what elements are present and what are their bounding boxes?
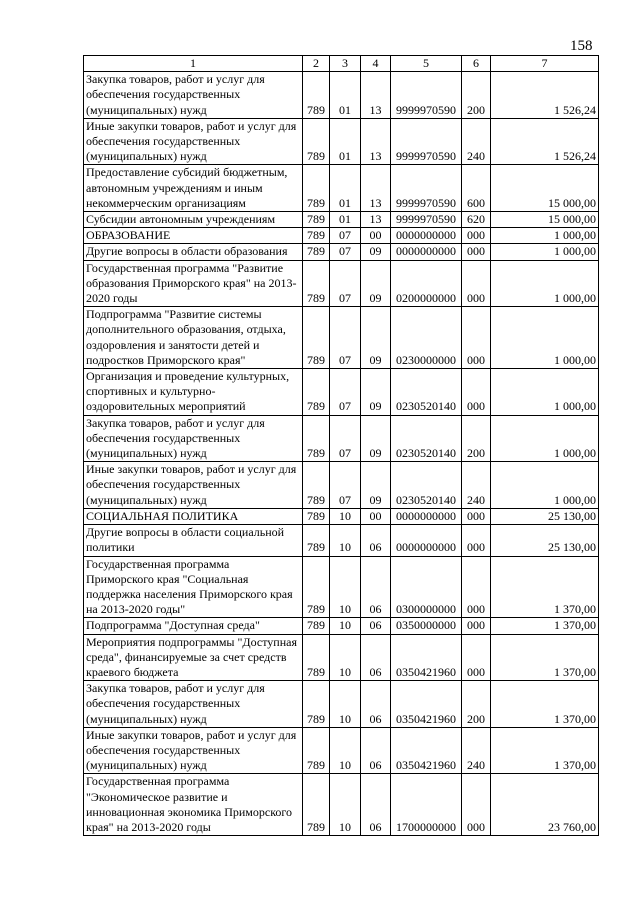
row-subsection: 13 bbox=[361, 72, 391, 119]
row-target-article: 0230000000 bbox=[391, 307, 462, 369]
row-target-article: 0350000000 bbox=[391, 618, 462, 634]
row-subsection: 06 bbox=[361, 774, 391, 836]
row-target-article: 0200000000 bbox=[391, 260, 462, 307]
row-amount: 1 000,00 bbox=[491, 462, 599, 509]
header-col-2: 2 bbox=[303, 56, 330, 72]
table-row bbox=[84, 508, 599, 524]
row-amount: 1 000,00 bbox=[491, 228, 599, 244]
row-subsection: 06 bbox=[361, 525, 391, 556]
row-expense-type: 000 bbox=[462, 228, 491, 244]
table-row bbox=[84, 369, 599, 416]
header-col-7: 7 bbox=[491, 56, 599, 72]
row-expense-type: 000 bbox=[462, 307, 491, 369]
header-col-6: 6 bbox=[462, 56, 491, 72]
row-target-article: 0350421960 bbox=[391, 727, 462, 774]
row-admin-code: 789 bbox=[303, 260, 330, 307]
row-section: 10 bbox=[330, 525, 361, 556]
row-amount: 25 130,00 bbox=[491, 525, 599, 556]
row-target-article: 0000000000 bbox=[391, 508, 462, 524]
row-name: Закупка товаров, работ и услуг для обеспечения государственных (муниципальных) нужд bbox=[84, 681, 303, 728]
row-expense-type: 620 bbox=[462, 212, 491, 228]
header-col-1: 1 bbox=[84, 56, 303, 72]
row-name: Мероприятия подпрограммы "Доступная среда", финансируемые за счет средств краевого бюджета bbox=[84, 634, 303, 681]
row-expense-type: 200 bbox=[462, 72, 491, 119]
row-target-article: 9999970590 bbox=[391, 118, 462, 165]
table-row bbox=[84, 244, 599, 260]
row-name: Государственная программа "Развитие образования Приморского края" на 2013-2020 годы bbox=[84, 260, 303, 307]
row-amount: 15 000,00 bbox=[491, 212, 599, 228]
row-target-article: 9999970590 bbox=[391, 72, 462, 119]
row-expense-type: 000 bbox=[462, 618, 491, 634]
row-amount: 1 526,24 bbox=[491, 118, 599, 165]
row-subsection: 06 bbox=[361, 634, 391, 681]
page-number: 158 bbox=[570, 38, 593, 54]
table-row bbox=[84, 618, 599, 634]
row-admin-code: 789 bbox=[303, 681, 330, 728]
row-section: 10 bbox=[330, 634, 361, 681]
row-section: 01 bbox=[330, 165, 361, 212]
row-amount: 1 370,00 bbox=[491, 681, 599, 728]
row-section: 01 bbox=[330, 118, 361, 165]
row-admin-code: 789 bbox=[303, 727, 330, 774]
table-row bbox=[84, 774, 599, 836]
row-section: 10 bbox=[330, 508, 361, 524]
row-amount: 1 370,00 bbox=[491, 618, 599, 634]
row-admin-code: 789 bbox=[303, 118, 330, 165]
row-target-article: 0350421960 bbox=[391, 681, 462, 728]
table-row bbox=[84, 165, 599, 212]
table-row bbox=[84, 415, 599, 462]
row-subsection: 13 bbox=[361, 118, 391, 165]
row-admin-code: 789 bbox=[303, 556, 330, 618]
row-name: Предоставление субсидий бюджетным, автономным учреждениям и иным некоммерческим организациям bbox=[84, 165, 303, 212]
row-subsection: 09 bbox=[361, 369, 391, 416]
row-admin-code: 789 bbox=[303, 212, 330, 228]
row-expense-type: 000 bbox=[462, 525, 491, 556]
header-col-4: 4 bbox=[361, 56, 391, 72]
header-row bbox=[84, 56, 599, 72]
row-amount: 15 000,00 bbox=[491, 165, 599, 212]
row-expense-type: 240 bbox=[462, 462, 491, 509]
row-name: ОБРАЗОВАНИЕ bbox=[84, 228, 303, 244]
table-row bbox=[84, 307, 599, 369]
row-target-article: 0350421960 bbox=[391, 634, 462, 681]
row-section: 10 bbox=[330, 556, 361, 618]
row-expense-type: 200 bbox=[462, 681, 491, 728]
table-row bbox=[84, 260, 599, 307]
row-admin-code: 789 bbox=[303, 72, 330, 119]
row-amount: 1 000,00 bbox=[491, 369, 599, 416]
row-section: 07 bbox=[330, 260, 361, 307]
row-name: СОЦИАЛЬНАЯ ПОЛИТИКА bbox=[84, 508, 303, 524]
table-row bbox=[84, 681, 599, 728]
row-admin-code: 789 bbox=[303, 508, 330, 524]
row-admin-code: 789 bbox=[303, 462, 330, 509]
row-expense-type: 000 bbox=[462, 556, 491, 618]
row-subsection: 06 bbox=[361, 727, 391, 774]
row-subsection: 09 bbox=[361, 307, 391, 369]
row-amount: 1 370,00 bbox=[491, 556, 599, 618]
row-section: 07 bbox=[330, 244, 361, 260]
row-admin-code: 789 bbox=[303, 165, 330, 212]
row-subsection: 00 bbox=[361, 508, 391, 524]
row-subsection: 13 bbox=[361, 212, 391, 228]
row-subsection: 13 bbox=[361, 165, 391, 212]
table-row bbox=[84, 727, 599, 774]
row-target-article: 0000000000 bbox=[391, 525, 462, 556]
row-amount: 1 000,00 bbox=[491, 244, 599, 260]
row-section: 07 bbox=[330, 369, 361, 416]
row-section: 07 bbox=[330, 307, 361, 369]
row-expense-type: 000 bbox=[462, 244, 491, 260]
row-expense-type: 000 bbox=[462, 508, 491, 524]
row-name: Подпрограмма "Доступная среда" bbox=[84, 618, 303, 634]
row-section: 10 bbox=[330, 774, 361, 836]
row-section: 10 bbox=[330, 727, 361, 774]
row-admin-code: 789 bbox=[303, 525, 330, 556]
table-row bbox=[84, 72, 599, 119]
row-amount: 1 370,00 bbox=[491, 727, 599, 774]
row-name: Иные закупки товаров, работ и услуг для обеспечения государственных (муниципальных) нужд bbox=[84, 118, 303, 165]
row-expense-type: 240 bbox=[462, 118, 491, 165]
row-name: Субсидии автономным учреждениям bbox=[84, 212, 303, 228]
row-amount: 23 760,00 bbox=[491, 774, 599, 836]
row-section: 01 bbox=[330, 72, 361, 119]
row-subsection: 09 bbox=[361, 462, 391, 509]
row-amount: 25 130,00 bbox=[491, 508, 599, 524]
row-name: Другие вопросы в области социальной политики bbox=[84, 525, 303, 556]
table-row bbox=[84, 634, 599, 681]
row-name: Государственная программа Приморского края "Социальная поддержка населения Приморского края на 2013-2020 годы" bbox=[84, 556, 303, 618]
row-admin-code: 789 bbox=[303, 774, 330, 836]
row-amount: 1 370,00 bbox=[491, 634, 599, 681]
row-expense-type: 000 bbox=[462, 634, 491, 681]
row-admin-code: 789 bbox=[303, 618, 330, 634]
table-row bbox=[84, 212, 599, 228]
row-subsection: 06 bbox=[361, 681, 391, 728]
row-target-article: 0300000000 bbox=[391, 556, 462, 618]
row-admin-code: 789 bbox=[303, 415, 330, 462]
table-row bbox=[84, 118, 599, 165]
table-row bbox=[84, 556, 599, 618]
row-subsection: 09 bbox=[361, 260, 391, 307]
row-expense-type: 000 bbox=[462, 774, 491, 836]
row-section: 01 bbox=[330, 212, 361, 228]
row-expense-type: 200 bbox=[462, 415, 491, 462]
row-target-article: 0000000000 bbox=[391, 244, 462, 260]
row-target-article: 9999970590 bbox=[391, 212, 462, 228]
row-subsection: 09 bbox=[361, 244, 391, 260]
row-name: Государственная программа "Экономическое развитие и инновационная экономика Приморского края" на 2013-2020 годы bbox=[84, 774, 303, 836]
row-expense-type: 600 bbox=[462, 165, 491, 212]
row-subsection: 06 bbox=[361, 556, 391, 618]
row-name: Иные закупки товаров, работ и услуг для обеспечения государственных (муниципальных) нужд bbox=[84, 462, 303, 509]
row-section: 07 bbox=[330, 228, 361, 244]
row-amount: 1 000,00 bbox=[491, 260, 599, 307]
row-admin-code: 789 bbox=[303, 307, 330, 369]
table-row bbox=[84, 525, 599, 556]
row-target-article: 0230520140 bbox=[391, 415, 462, 462]
row-admin-code: 789 bbox=[303, 228, 330, 244]
table-row bbox=[84, 228, 599, 244]
row-name: Другие вопросы в области образования bbox=[84, 244, 303, 260]
row-name: Организация и проведение культурных, спортивных и культурно-оздоровительных мероприятий bbox=[84, 369, 303, 416]
row-section: 10 bbox=[330, 618, 361, 634]
row-subsection: 06 bbox=[361, 618, 391, 634]
row-amount: 1 526,24 bbox=[491, 72, 599, 119]
table-row bbox=[84, 462, 599, 509]
row-expense-type: 000 bbox=[462, 369, 491, 416]
row-amount: 1 000,00 bbox=[491, 415, 599, 462]
header-col-5: 5 bbox=[391, 56, 462, 72]
row-expense-type: 000 bbox=[462, 260, 491, 307]
row-section: 10 bbox=[330, 681, 361, 728]
row-section: 07 bbox=[330, 462, 361, 509]
row-subsection: 09 bbox=[361, 415, 391, 462]
header-col-3: 3 bbox=[330, 56, 361, 72]
row-name: Подпрограмма "Развитие системы дополнительного образования, отдыха, оздоровления и занятости детей и подростков Приморского края" bbox=[84, 307, 303, 369]
budget-table bbox=[83, 55, 599, 836]
row-subsection: 00 bbox=[361, 228, 391, 244]
row-target-article: 0000000000 bbox=[391, 228, 462, 244]
row-admin-code: 789 bbox=[303, 244, 330, 260]
row-section: 07 bbox=[330, 415, 361, 462]
row-admin-code: 789 bbox=[303, 634, 330, 681]
row-name: Закупка товаров, работ и услуг для обеспечения государственных (муниципальных) нужд bbox=[84, 415, 303, 462]
row-amount: 1 000,00 bbox=[491, 307, 599, 369]
row-target-article: 0230520140 bbox=[391, 369, 462, 416]
row-target-article: 1700000000 bbox=[391, 774, 462, 836]
row-name: Иные закупки товаров, работ и услуг для обеспечения государственных (муниципальных) нужд bbox=[84, 727, 303, 774]
row-target-article: 9999970590 bbox=[391, 165, 462, 212]
row-name: Закупка товаров, работ и услуг для обеспечения государственных (муниципальных) нужд bbox=[84, 72, 303, 119]
row-expense-type: 240 bbox=[462, 727, 491, 774]
row-admin-code: 789 bbox=[303, 369, 330, 416]
row-target-article: 0230520140 bbox=[391, 462, 462, 509]
